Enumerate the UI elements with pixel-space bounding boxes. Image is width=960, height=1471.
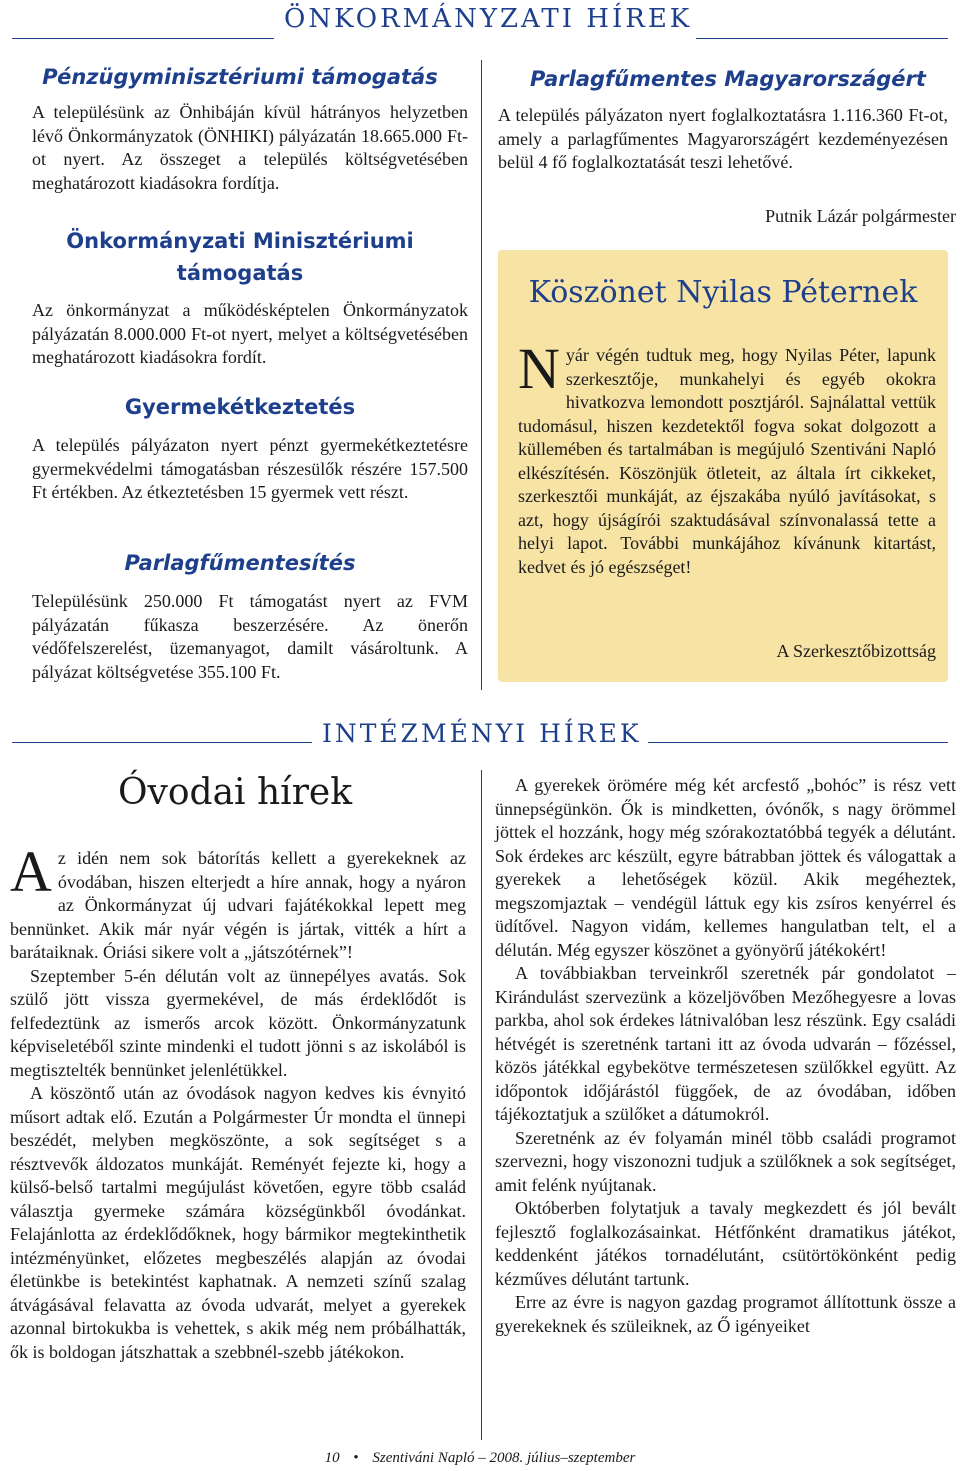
section-title-onkormanyzati: ÖNKORMÁNYZATI HÍREK (284, 4, 693, 34)
ovodai-right-p5: Erre az évre is nagyon gazdag programot állítottunk össze a gyerekeknek és szüleiknek, az Ő igényeiket (495, 1292, 956, 1336)
text-gyermek: A település pályázaton nyert pénzt gyermekétkeztetésre gyermekvédelmi támogatásban részesülők részére 157.500 Ft értékben. Az étkeztetésben 15 gyermek vett részt. (32, 435, 468, 502)
thanks-text: yár végén tudtuk meg, hogy Nyilas Péter, lapunk szerkesztője, munkahelyi és egyéb okokra hivatkozva lemondott posztjáról. Sajnálattal vettük tudomásul, hiszen kezdetektől fogva sokat dolgozott a küllemében és tartalmában is megújuló Szentiváni Napló elkészítésén. Köszönjük ötleteit, az általa írt cikkeket, szerkesztői munkáját, az éjszakába nyúló javításokat, s azt, hogy újságírói szaktudásával színvonalassá tette a helyi lapot. További munkájához kívánunk kitartást, kedvet és jó egészséget! (518, 345, 936, 577)
signature-polgarmester: Putnik Lázár polgármester (765, 206, 956, 226)
ovodai-title: Óvodai hírek (118, 772, 353, 813)
top-header-rule-right (696, 38, 948, 39)
page-number: 10 (324, 1450, 340, 1466)
heading-penzugy: Pénzügyminisztériumi támogatás (42, 65, 438, 89)
ovodai-left-p2: Szeptember 5-én délután volt az ünnepélyes avatás. Sok szülő jött vissza gyermekével, de más érdeklődőt is felfedeztünk az ismerős arcok között. Önkormányzatunk képviseletéből szinte mindenki el tudott jönni s az iskolából is megtisztelték bennünket jelenlétükkel. (10, 965, 466, 1080)
ovodai-right-p4: Októberben folytatjuk a tavaly megkezdett és jól bevált fejlesztő foglalkozásainkat. Hétfőnként dramatikus játékot, keddenként játékos tornadélutánt, csütörtökönként pedig kézműves délutánt tartunk. (495, 1198, 956, 1289)
ovodai-right-column (495, 774, 956, 1338)
thanks-signature: A Szerkesztőbizottság (776, 641, 936, 661)
heading-miniszteriumi-line1: Önkormányzati Minisztériumi (66, 229, 414, 253)
ovodai-left-column (10, 839, 466, 1364)
ovodai-right-p3: Szeretnénk az év folyamán minél több családi programot szervezni, hogy viszonozni tudjuk a szülőknek a sok segítséget, amit felénk nyújtanak. (495, 1127, 956, 1195)
ovodai-dropcap: A (10, 839, 52, 904)
thanks-text-block (518, 336, 936, 579)
thanks-box (498, 250, 948, 682)
section-title-intezmenyi: INTÉZMÉNYI HÍREK (322, 719, 642, 748)
page-footer (0, 1450, 960, 1467)
column-divider-top (481, 60, 482, 690)
heading-miniszteriumi-line2: támogatás (176, 261, 304, 285)
text-parlag2: A település pályázaton nyert foglalkoztatásra 1.116.360 Ft-ot, amely a parlagfűmentes Magyarországért kezdeményezésen belül 4 fő foglalkoztatását teszi lehetővé. (498, 105, 948, 172)
text-parlag1: Településünk 250.000 Ft támogatást nyert az FVM pályázatán fűkasza beszerzésére. Az önerőn védőfelszerelést, üzemanyagot, damilt vásároltunk. A pályázat költségvetése 355.100 Ft. (32, 591, 468, 682)
ovodai-right-p2: A továbbiakban terveinkről szeretnék pár gondolatot – Kirándulást szervezünk a közeljövőben Mezőhegyesre a lovas parkba, ahol sok érdekes látnivalóban lesz részünk. Egy családi hétvégét is szeretnénk tartani itt az óvoda udvarán – főzéssel, közös játékkal egybekötve természetesen szülőkkel együtt. Az időpontok időjárástól függőek, de az óvodában, időben tájékoztatjuk a szülőket a dátumokról. (495, 963, 956, 1124)
footer-bullet: • (353, 1450, 359, 1466)
thanks-dropcap: N (518, 336, 560, 401)
ovodai-left-p1: z idén nem sok bátorítás kellett a gyerekeknek az óvodában, hiszen elterjedt a híre annak, hogy a nyáron az Önkormányzat új udvari fajátékokkal lepett meg bennünket. Akik már nyár végén is jártak, vitték a hírt a barátaiknak. Óriási sikere volt a „játszótérnek”! (10, 848, 466, 962)
text-miniszteriumi: Az önkormányzat a működésképtelen Önkormányzatok pályázatán 8.000.000 Ft-ot nyert, melyet a költségvetésében meghatározott kiadásokra fordít. (32, 300, 468, 367)
mid-header-rule-left (12, 742, 312, 743)
heading-parlag2: Parlagfűmentes Magyarországért (530, 67, 926, 91)
publication-name: Szentiváni Napló – 2008. július–szeptember (372, 1450, 636, 1466)
heading-parlag1: Parlagfűmentesítés (124, 551, 356, 575)
text-penzugy: A településünk az Önhibáján kívül hátrányos helyzetben lévő Önkormányzatok (ÖNHIKI) pályázatán 18.665.000 Ft-ot nyert. Az összeget a település költségvetésében meghatározott kiadásokra fordítja. (32, 102, 468, 193)
ovodai-left-p3: A köszöntő után az óvodások nagyon kedves kis évnyitó műsort adtak elő. Ezután a Polgármester Úr mondta el ünnepi beszédét, melyben megköszönte, a sok segítséget s a résztvevők áldozatos munkáját. Reményét fejezte ki, hogy a külső-belső tartalmi megújulást követően, egyre több család választja gyermeke számára községünkből óvodánkat. Felajánlotta az érdeklődőknek, hogy bármikor megtekinthetik intézményünket, előzetes megbeszélés alapján az óvodai életünkbe is betekintést kaphatnak. A nemzeti színű szalag átvágásával felavatta az óvoda udvarát, melyet a gyerekek azonnal birtokukba is vehettek, s akik még nem próbálhatták, ők is boldogan játszhattak a szebbnél-szebb játékokon. (10, 1083, 466, 1362)
ovodai-right-p1: A gyerekek örömére még két arcfestő „bohóc” is rész vett ünnepségünkön. Ők is mindketten, óvónők, s nagy örömmel jöttek el hozzánk, hogy még szórakoztatóbbá tegyék a délutánt. Sok érdekes arc készült, egyre bátrabban jöttek és válogattak a gyerekek a lehetőségek közül. Akik megéheztek, megszomjaztak – vendégül láttuk egy kis zsíros kenyérrel és üdítővel. Nagyon vidám, kellemes hangulatban telt, el a délután. Még egyszer köszönet a gyönyörű játékokért! (495, 775, 956, 960)
top-header-rule-left (12, 38, 274, 39)
mid-header-rule-right (648, 742, 948, 743)
thanks-title: Köszönet Nyilas Péternek (528, 275, 918, 310)
heading-gyermek: Gyermekétkeztetés (124, 395, 356, 419)
column-divider-bottom (481, 770, 482, 1440)
